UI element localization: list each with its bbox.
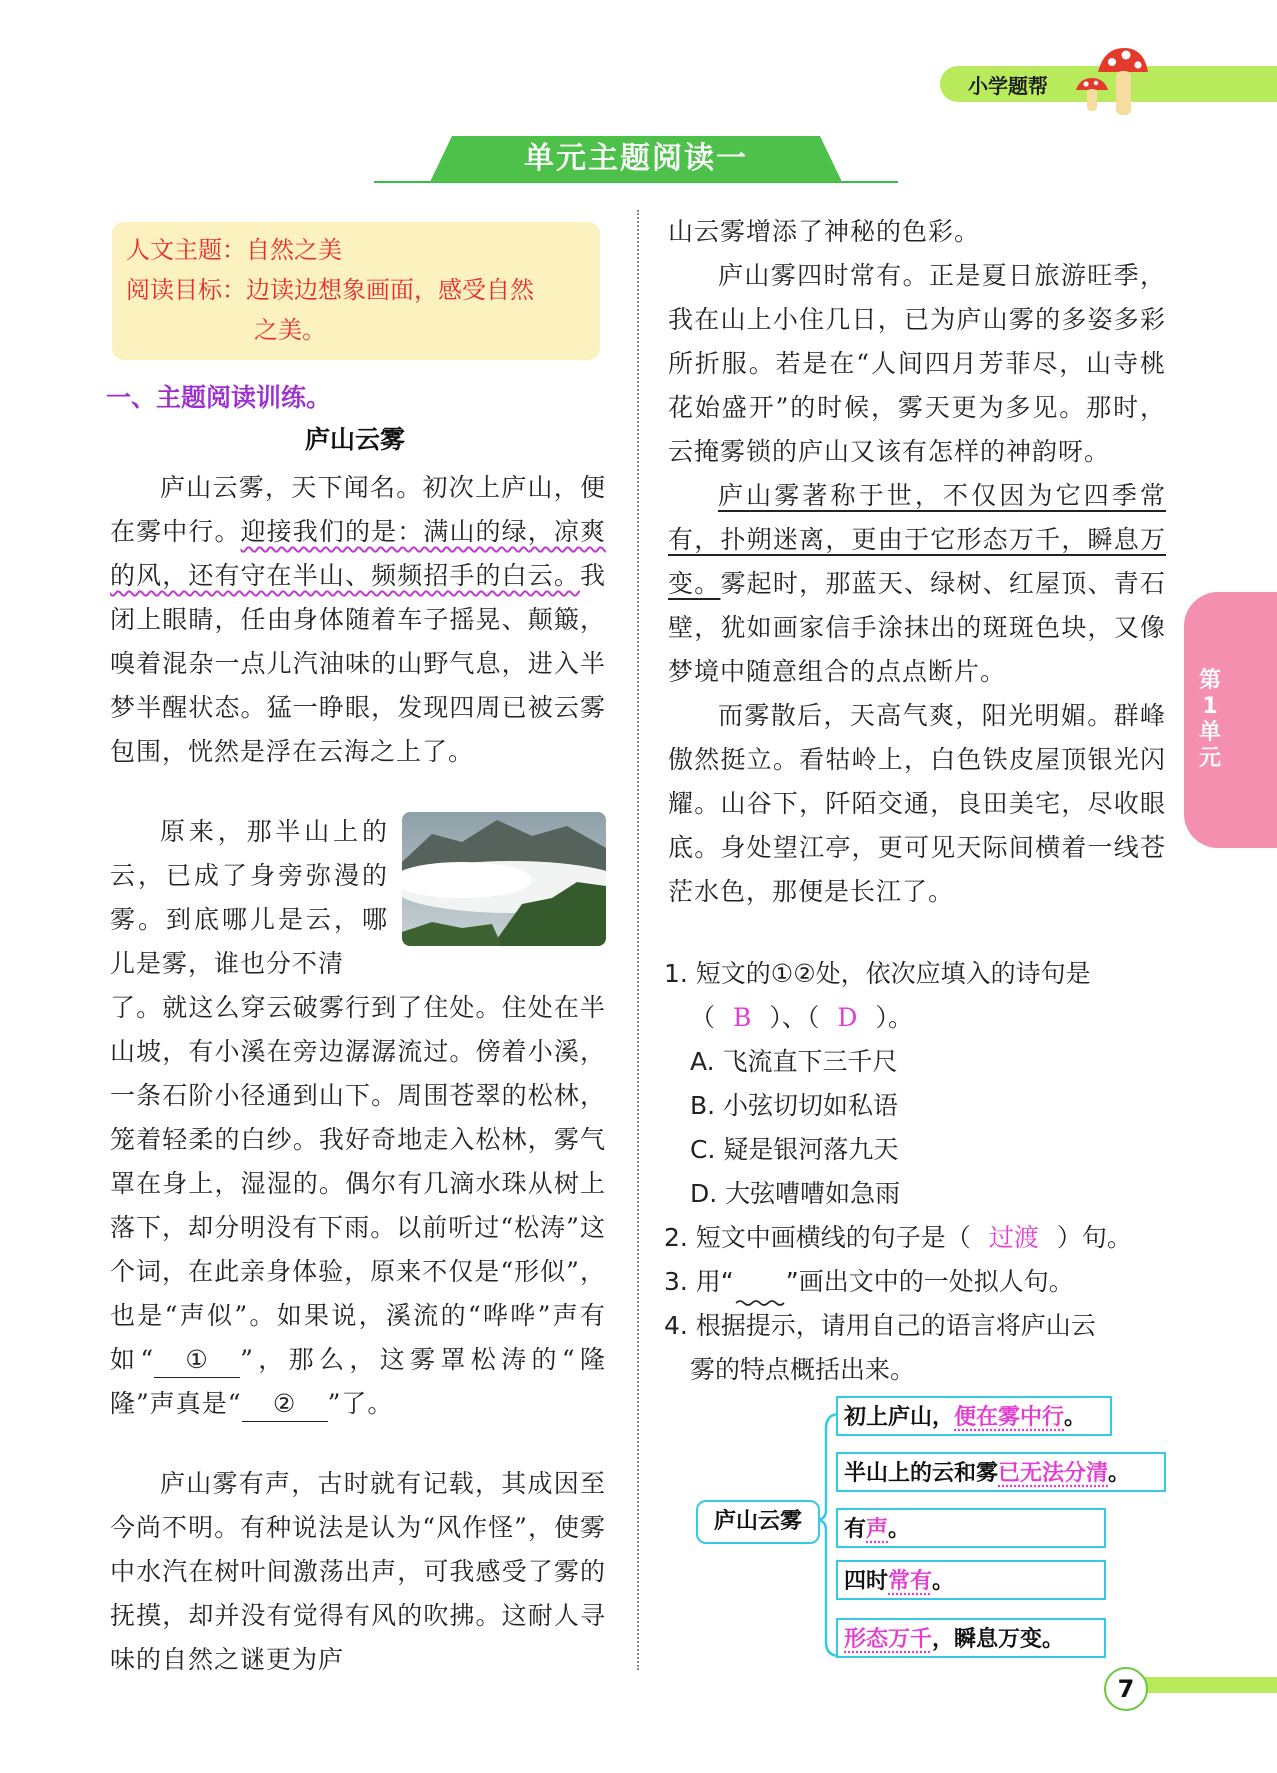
q3-pre: 3. 用“	[664, 1267, 734, 1296]
topic-label: 人文主题：	[126, 236, 246, 264]
questions	[664, 952, 1174, 1392]
option-b: B. 小弦切切如私语	[690, 1091, 899, 1120]
q3-post: ”画出文中的一处拟人句。	[785, 1267, 1074, 1296]
personification-sentence: 迎接我们的是：满山的绿，凉爽的风，还有守在半山、频频招手的白云。	[110, 517, 606, 590]
b2-answer: 已无法分清	[998, 1461, 1109, 1486]
p4-text: 庐山雾四时常有。正是夏日旅游旺季，我在山上小住几日，已为庐山雾的多姿多彩所折服。若是在“人间四月芳菲尽，山寺桃花始盛开”的时候，雾天更为多见。那时，云掩雾锁的庐山又该有怎样的神韵呀。	[668, 261, 1166, 466]
paren-mid: ）、（	[769, 1003, 820, 1032]
b2-end: 。	[1108, 1461, 1131, 1486]
section-heading: 一、主题阅读训练。	[106, 383, 332, 412]
b4-fixed: 四时	[844, 1569, 889, 1594]
p1-text-b: 我闭上眼睛，任由身体随着车子摇晃、颠簸，嗅着混杂一点儿汽油味的山野气息，进入半梦半醒状态。猛一睁眼，发现四周已被云雾包围，恍然是浮在云海之上了。	[110, 561, 606, 766]
unit-char-3: 单	[1198, 720, 1221, 745]
q2-pre: 2. 短文中画横线的句子是（	[664, 1223, 971, 1252]
diagram-branch-4	[836, 1560, 1106, 1600]
option-c: C. 疑是银河落九天	[690, 1135, 899, 1164]
option-d: D. 大弦嘈嘈如急雨	[690, 1179, 901, 1208]
p5-text-b: 雾起时，那蓝天、绿树、红屋顶、青石壁，犹如画家信手涂抹出的斑斑色块，又像梦境中随意组合的点点断片。	[668, 569, 1166, 686]
b1-answer: 便在雾中行	[954, 1405, 1065, 1430]
p2-text-b: 了。就这么穿云破雾行到了住处。住处在半山坡，有小溪在旁边潺潺流过。傍着小溪，一条石阶小径通到山下。周围苍翠的松林，笼着轻柔的白纱。我好奇地走入松林，雾气罩在身上，湿湿的。偶尔有几滴水珠从树上落下，却分明没有下雨。以前听过“松涛”这个词，在此亲身体验，原来不仅是“形似”，也是“声似”。如果说，溪流的“哗哗”声有如“	[110, 993, 606, 1374]
p3-text: 庐山雾有声，古时就有记载，其成因至今尚不明。有种说法是认为“风作怪”，使雾中水汽在树叶间激荡出声，可我感受了雾的抚摸，却并没有觉得有风的吹拂。这耐人寻味的自然之谜更为庐	[110, 1469, 606, 1674]
theme-box	[112, 222, 600, 360]
unit-char-2: 1	[1202, 694, 1218, 719]
topic-value: 自然之美	[246, 236, 342, 264]
page-number: 7	[1104, 1667, 1148, 1711]
b3-fixed: 有	[844, 1517, 867, 1542]
option-a: A. 飞流直下三千尺	[690, 1047, 898, 1076]
unit-label	[1190, 668, 1230, 772]
p3-text-cont: 山云雾增添了神秘的色彩。	[668, 217, 981, 246]
question-4-cont: 雾的特点概括出来。	[690, 1355, 916, 1384]
b4-end: 。	[932, 1569, 955, 1594]
diagram-root: 庐山云雾	[696, 1500, 820, 1544]
p2-text-d: ”了。	[327, 1389, 394, 1418]
diagram-branch-1	[836, 1396, 1112, 1436]
goal-value: 边读边想象画面，感受自然	[246, 276, 534, 304]
diagram-branch-3	[836, 1508, 1106, 1548]
b3-end: 。	[888, 1517, 911, 1542]
diagram-branch-2	[836, 1452, 1166, 1492]
mushroom-icon	[1062, 40, 1152, 120]
answer-1a: B	[733, 1003, 752, 1032]
p1-text-a: 庐山云雾，天下闻名。初次上庐山，便在雾中行。	[110, 473, 606, 546]
paren-close: ）。	[875, 1003, 913, 1032]
question-3	[664, 1260, 1174, 1304]
brand-name: 小学题帮	[968, 74, 1048, 98]
wavy-line-icon	[734, 1278, 786, 1288]
question-1: 1. 短文的①②处，依次应填入的诗句是	[664, 959, 1091, 988]
goal-label: 阅读目标：	[126, 276, 246, 304]
b1-end: 。	[1064, 1405, 1087, 1430]
goal-value-cont: 之美。	[254, 316, 326, 344]
question-4: 4. 根据提示，请用自己的语言将庐山云	[664, 1311, 1096, 1340]
question-2	[664, 1216, 1174, 1260]
column-divider	[637, 210, 639, 1670]
blank-1: ①	[154, 1343, 240, 1378]
unit-char-1: 第	[1198, 668, 1221, 693]
q2-post: ）句。	[1056, 1223, 1132, 1252]
mountain-fog-photo	[402, 812, 606, 946]
article-paragraph-2	[110, 986, 606, 1426]
p2-text-a: 原来，那半山上的云，已成了身旁弥漫的雾。到底哪儿是云，哪儿是雾，谁也分不清	[110, 817, 388, 978]
b3-answer: 声	[866, 1517, 889, 1542]
article-paragraph-2-wrap	[110, 810, 388, 986]
page-title: 单元主题阅读一	[524, 141, 748, 176]
paren-open: （	[690, 1003, 716, 1032]
b5-answer: 形态万千	[844, 1627, 933, 1652]
p6-text: 而雾散后，天高气爽，阳光明媚。群峰傲然挺立。看牯岭上，白色铁皮屋顶银光闪耀。山谷下，阡陌交通，良田美宅，尽收眼底。身处望江亭，更可见天际间横着一线苍茫水色，那便是长江了。	[668, 701, 1166, 906]
unit-char-4: 元	[1198, 746, 1221, 771]
answer-1b: D	[837, 1003, 858, 1032]
b2-fixed: 半山上的云和雾	[844, 1461, 999, 1486]
article-right-column	[668, 210, 1166, 914]
article-title: 庐山云雾	[304, 425, 405, 454]
p2-text-c: ”，那么，这雾罩松涛的“隆隆”声真是“	[110, 1345, 606, 1418]
question-1-answer-line	[664, 996, 1174, 1040]
b1-fixed: 初上庐山，	[844, 1405, 955, 1430]
b5-fixed: ，瞬息万变。	[932, 1627, 1065, 1652]
transition-sentence: 庐山雾著称于世，不仅因为它四季常有，扑朔迷离，更由于它形态万千，瞬息万变。	[668, 481, 1166, 598]
article-paragraph-3	[110, 1462, 606, 1682]
diagram-branch-5	[836, 1618, 1106, 1658]
blank-2: ②	[242, 1387, 328, 1422]
b4-answer: 常有	[888, 1569, 933, 1594]
answer-2: 过渡	[988, 1223, 1039, 1252]
article-paragraph-1	[110, 466, 606, 774]
